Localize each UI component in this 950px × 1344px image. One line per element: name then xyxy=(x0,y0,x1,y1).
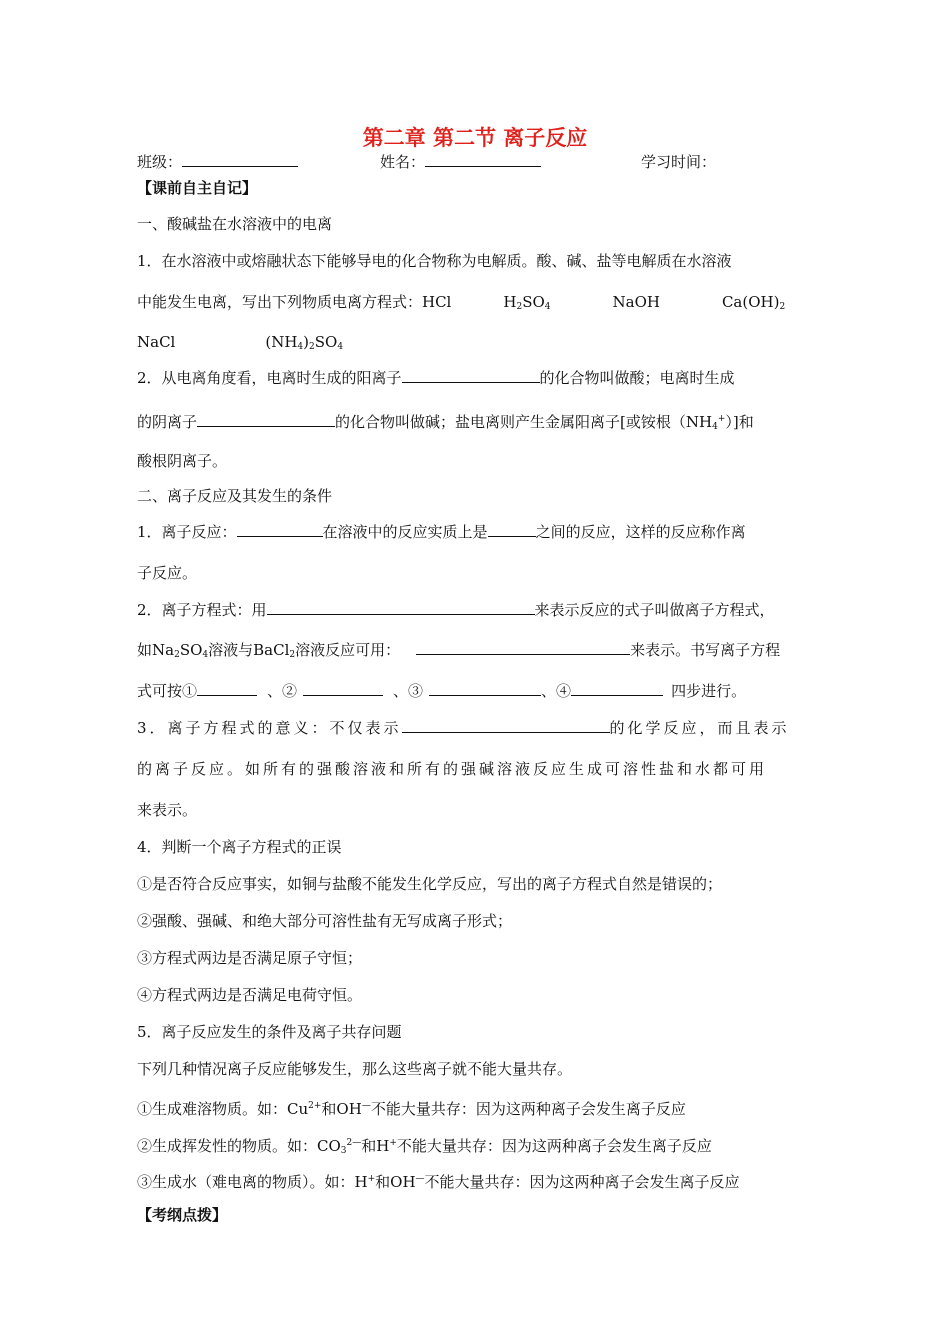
q4-item-1: ①是否符合反应事实，如铜与盐酸不能发生化学反应，写出的离子方程式自然是错误的； xyxy=(137,875,723,893)
q3-line2: 的离子反应。如所有的强酸溶液和所有的强碱溶液反应生成可溶性盐和水都可用 xyxy=(137,760,768,778)
formula-naoh: NaOH xyxy=(612,293,660,311)
blank-step-2[interactable] xyxy=(303,681,383,696)
q1-line1: 1．离子反应： 在溶液中的反应实质上是 之间的反应，这样的反应称作离 xyxy=(137,523,746,541)
q4-item-4: ④方程式两边是否满足电荷守恒。 xyxy=(137,986,363,1004)
p1-line3 xyxy=(137,332,343,357)
q5-heading: 5．离子反应发生的条件及离子共存问题 xyxy=(137,1023,402,1041)
q2-line1: 2．离子方程式：用 来表示反应的式子叫做离子方程式， xyxy=(137,601,775,619)
q4-heading: 4．判断一个离子方程式的正误 xyxy=(137,838,342,856)
blank-step-3[interactable] xyxy=(429,681,541,696)
formula-nh4-2so4: $(NH_4)_2SO_4$ xyxy=(265,333,344,352)
page-title: 第二章 第二节 离子反应 xyxy=(362,126,588,150)
exam-points-heading: 【考纲点拨】 xyxy=(137,1206,228,1224)
q2-line3: 式可按① 、② 、③ 、④ 四步进行。 xyxy=(137,682,747,700)
q4-item-3: ③方程式两边是否满足原子守恒； xyxy=(137,949,363,967)
p2-line3: 酸根阴离子。 xyxy=(137,452,228,470)
name-label: 姓名： xyxy=(380,153,426,171)
header-line xyxy=(137,152,716,172)
blank-step-4[interactable] xyxy=(571,681,663,696)
p1-line2-text: 中能发生电离，写出下列物质电离方程式：HCl xyxy=(137,293,452,311)
formula-caoh2: $Ca(OH)_2$ xyxy=(721,293,786,312)
class-label: 班级： xyxy=(137,153,183,171)
blank-step-1[interactable] xyxy=(197,681,257,696)
blank-na2so4-bacl2-equation[interactable] xyxy=(416,640,630,655)
blank-base-anion[interactable] xyxy=(197,412,335,427)
p1-line1: 1．在水溶液中或熔融状态下能够导电的化合物称为电解质。酸、碱、盐等电解质在水溶液 xyxy=(137,252,732,270)
class-field[interactable] xyxy=(182,152,298,167)
blank-equation-meaning[interactable] xyxy=(402,718,610,733)
q1-line2: 子反应。 xyxy=(137,564,198,582)
formula-nacl: NaCl xyxy=(137,333,176,351)
q4-item-2: ②强酸、强碱、和绝大部分可溶性盐有无写成离子形式； xyxy=(137,912,513,930)
blank-acid-cation[interactable] xyxy=(402,368,540,383)
q2-line2: 如$Na_2SO_4$溶液与BaCl$_2$溶液反应可用： 来表示。书写离子方程 xyxy=(137,641,781,660)
p1-line2 xyxy=(137,292,785,317)
q3-line3: 来表示。 xyxy=(137,801,198,819)
preclass-heading: 【课前自主自记】 xyxy=(137,179,258,197)
q5-item-3: ③生成水（难电离的物质）。如：H+和OH—不能大量共存：因为这两种离子会发生离子反应 xyxy=(137,1173,740,1191)
section1-heading: 一、酸碱盐在水溶液中的电离 xyxy=(137,215,333,233)
q5-item-1: ①生成难溶物质。如：$Cu^{2+}$和OH—不能大量共存：因为这两种离子会发生离子反应 xyxy=(137,1100,686,1118)
study-time-label: 学习时间： xyxy=(641,153,717,171)
section2-heading: 二、离子反应及其发生的条件 xyxy=(137,487,333,505)
blank-ionic-reaction-2[interactable] xyxy=(488,522,536,537)
formula-h2so4: $H_2SO_4$ xyxy=(503,293,551,312)
q3-line1: 3．离子方程式的意义：不仅表示 的化学反应，而且表示 xyxy=(137,719,790,737)
p2-line2: 的阴离子 的化合物叫做碱；盐电离则产生金属阳离子[或铵根$(NH_4^+)$]和 xyxy=(137,413,754,432)
blank-ionic-reaction-1[interactable] xyxy=(237,522,323,537)
name-field[interactable] xyxy=(425,152,541,167)
p2-line1: 2．从电离角度看，电离时生成的阳离子 的化合物叫做酸；电离时生成 xyxy=(137,369,735,387)
q5-item-2: ②生成挥发性的物质。如：$CO_3^{2—}$和H+不能大量共存：因为这两种离子会发生离子反应 xyxy=(137,1137,712,1156)
q5-intro: 下列几种情况离子反应能够发生，那么这些离子就不能大量共存。 xyxy=(137,1060,573,1078)
blank-ionic-equation-def[interactable] xyxy=(267,600,535,615)
